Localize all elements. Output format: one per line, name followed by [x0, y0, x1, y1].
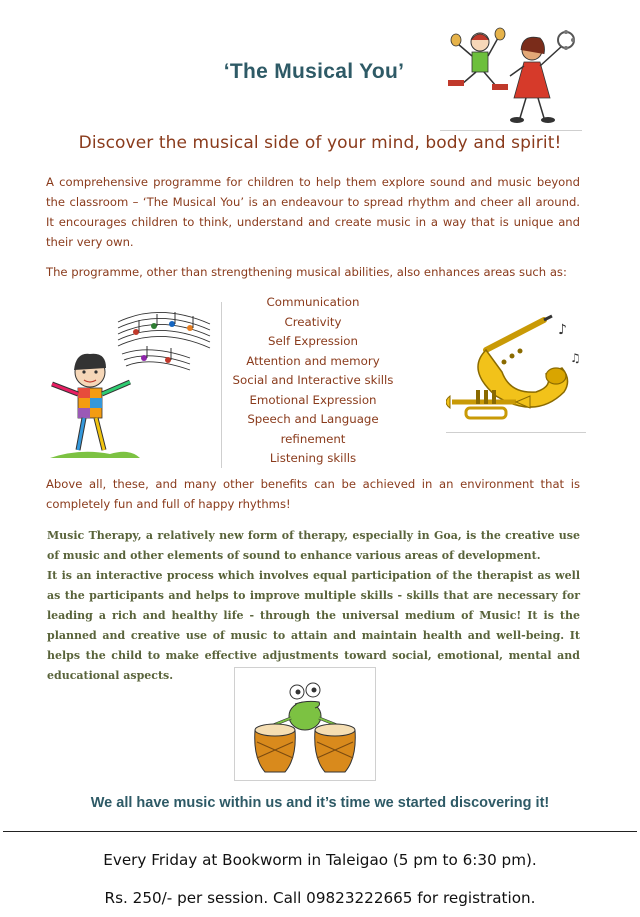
svg-text:♪: ♪: [558, 322, 567, 338]
intro-paragraph: A comprehensive programme for children to help them explore sound and music beyond the classroom – ‘The Musical You’ is an endeavour to spread rhythm and cheer all around. It encourages children to think, understand and create music in a way that is unique and their very own.: [46, 175, 580, 249]
list-item: Social and Interactive skills: [232, 373, 394, 387]
subtitle: Discover the musical side of your mind, body and spirit!: [78, 133, 562, 153]
list-item: Listening skills: [269, 451, 357, 465]
benefits-lead: The programme, other than strengthening musical abilities, also enhances areas such as:: [46, 265, 567, 279]
conclusion-paragraph: Above all, these, and many other benefits can be achieved in an environment that is completely fun and full of happy rhythms!: [46, 477, 580, 511]
list-item: Speech and Language refinement: [247, 412, 379, 446]
list-item: Emotional Expression: [249, 392, 377, 407]
list-item: Attention and memory: [246, 353, 380, 368]
svg-text:♫: ♫: [570, 351, 581, 365]
benefits-list: [222, 293, 404, 469]
closing-line: We all have music within us and it’s time we started discovering it!: [90, 795, 550, 811]
dancing-children-illustration: [440, 10, 582, 131]
registration-line: Rs. 250/- per session. Call 09823222665 for registration.: [104, 889, 536, 907]
list-item: Self Expression: [268, 334, 358, 348]
list-item: Creativity: [284, 314, 342, 329]
divider: [3, 831, 637, 832]
therapy-paragraph: It is an interactive process which involves equal participation of the therapist as well as the participants and helps to improve multiple skills - skills that are necessary for leading a rich and healthy life - through the universal medium of Music! It is the planned and creative use of music to attain and maintain health and well-being. It helps the child to make effective adjustments toward social, emotional, mental and educational aspects.: [47, 569, 580, 682]
saxophone-trumpet-illustration: [446, 310, 586, 433]
therapy-paragraph: Music Therapy, a relatively new form of therapy, especially in Goa, is the creative use of music and other elements of sound to enhance various areas of development.: [47, 529, 580, 562]
frog-drums-illustration: [234, 667, 376, 781]
schedule-line: Every Friday at Bookworm in Taleigao (5 pm to 6:30 pm).: [103, 851, 537, 869]
music-therapy-text: [47, 526, 580, 686]
list-item: Communication: [266, 295, 360, 309]
page-title: ‘The Musical You’: [223, 60, 405, 83]
music-boy-illustration: [40, 302, 222, 468]
